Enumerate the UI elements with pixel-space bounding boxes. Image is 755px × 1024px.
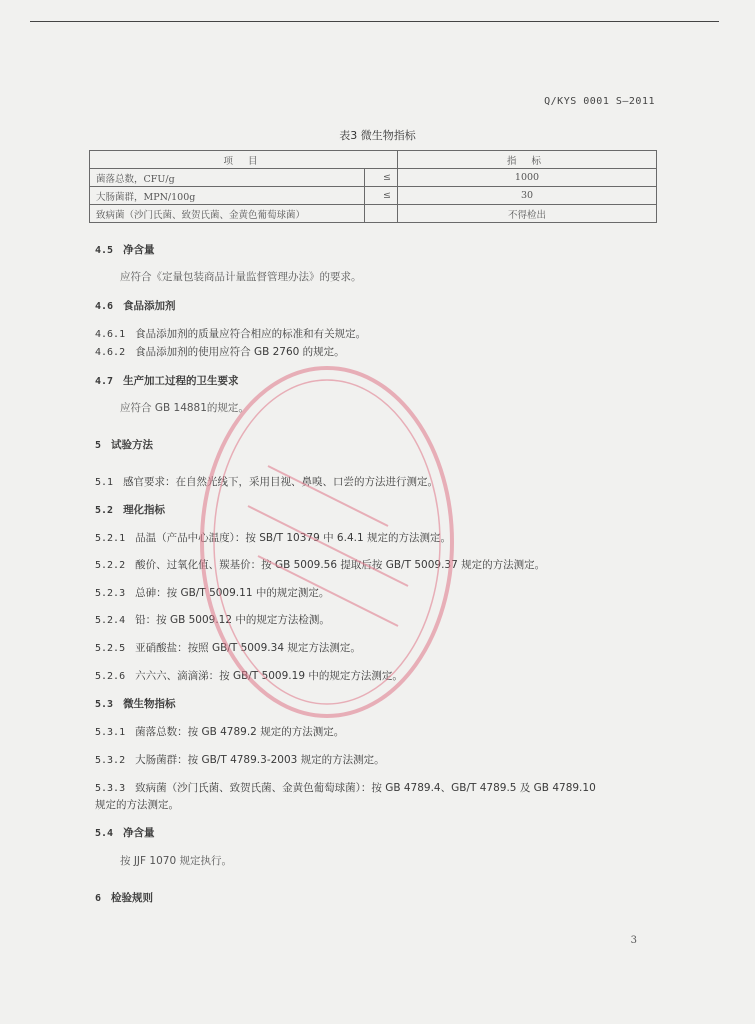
cell-comparator: ≤: [365, 187, 398, 205]
section-clause: 4.6.2 食品添加剂的使用应符合 GB 2760 的规定。: [95, 346, 345, 358]
section-clause: 5.2.4 铅：按 GB 5009.12 中的规定方法检测。: [95, 614, 330, 626]
section-text: 应符合《定量包装商品计量监督管理办法》的要求。: [120, 271, 362, 283]
header-index: 指 标: [398, 151, 657, 169]
section-clause: 5.2.6 六六六、滴滴涕：按 GB/T 5009.19 中的规定方法测定。: [95, 670, 403, 682]
section-clause: 5.1 感官要求：在自然光线下，采用目视、鼻嗅、口尝的方法进行测定。: [95, 476, 439, 488]
section-heading: 5.3 微生物指标: [95, 698, 176, 710]
table-row: [90, 187, 657, 205]
section-clause: 5.2.2 酸价、过氧化值、羰基价：按 GB 5009.56 提取后按 GB/T 5009.37 规定的方法测定。: [95, 559, 546, 571]
cell-item: 菌落总数，CFU/g: [90, 169, 365, 187]
section-text: 规定的方法测定。: [95, 799, 179, 811]
section-clause: 5.3.2 大肠菌群：按 GB/T 4789.3-2003 规定的方法测定。: [95, 754, 385, 766]
page-number: 3: [630, 935, 637, 946]
cell-item: 致病菌（沙门氏菌、致贺氏菌、金黄色葡萄球菌）: [90, 205, 365, 223]
section-heading: 4.6 食品添加剂: [95, 300, 176, 312]
microbial-spec-table: [89, 150, 657, 223]
section-heading: 4.5 净含量: [95, 244, 155, 256]
cell-value: 30: [398, 187, 657, 205]
section-text: 应符合 GB 14881的规定。: [120, 402, 249, 414]
standard-code: Q/KYS 0001 S—2011: [544, 96, 655, 107]
section-clause: 5.2.5 亚硝酸盐：按照 GB/T 5009.34 规定方法测定。: [95, 642, 361, 654]
table-title: 表3 微生物指标: [339, 129, 416, 142]
section-heading: 5.4 净含量: [95, 827, 155, 839]
header-rule: [30, 21, 719, 22]
official-seal-stamp: [188, 356, 466, 728]
seal-shape: [202, 368, 452, 716]
cell-comparator: ≤: [365, 169, 398, 187]
section-clause: 5.3.1 菌落总数：按 GB 4789.2 规定的方法测定。: [95, 726, 345, 738]
section-clause: 5.2.1 品温（产品中心温度）：按 SB/T 10379 中 6.4.1 规定的方法测定。: [95, 532, 451, 544]
section-clause: 4.6.1 食品添加剂的质量应符合相应的标准和有关规定。: [95, 328, 367, 340]
section-heading: 5.2 理化指标: [95, 504, 166, 516]
cell-comparator: [365, 205, 398, 223]
section-clause: 5.3.3 致病菌（沙门氏菌、致贺氏菌、金黄色葡萄球菌）：按 GB 4789.4、GB/T 4789.5 及 GB 4789.10: [95, 782, 596, 794]
table-header-row: [90, 151, 657, 169]
cell-value: 1000: [398, 169, 657, 187]
section-clause: 5.2.3 总砷：按 GB/T 5009.11 中的规定测定。: [95, 587, 330, 599]
section-heading: 4.7 生产加工过程的卫生要求: [95, 375, 239, 387]
section-heading: 5 试验方法: [95, 439, 154, 451]
cell-value: 不得检出: [398, 205, 657, 223]
cell-item: 大肠菌群，MPN/100g: [90, 187, 365, 205]
table-row: [90, 169, 657, 187]
table-row: [90, 205, 657, 223]
section-text: 按 JJF 1070 规定执行。: [120, 855, 232, 867]
header-item: 项 目: [90, 151, 398, 169]
section-heading: 6 检验规则: [95, 892, 154, 904]
